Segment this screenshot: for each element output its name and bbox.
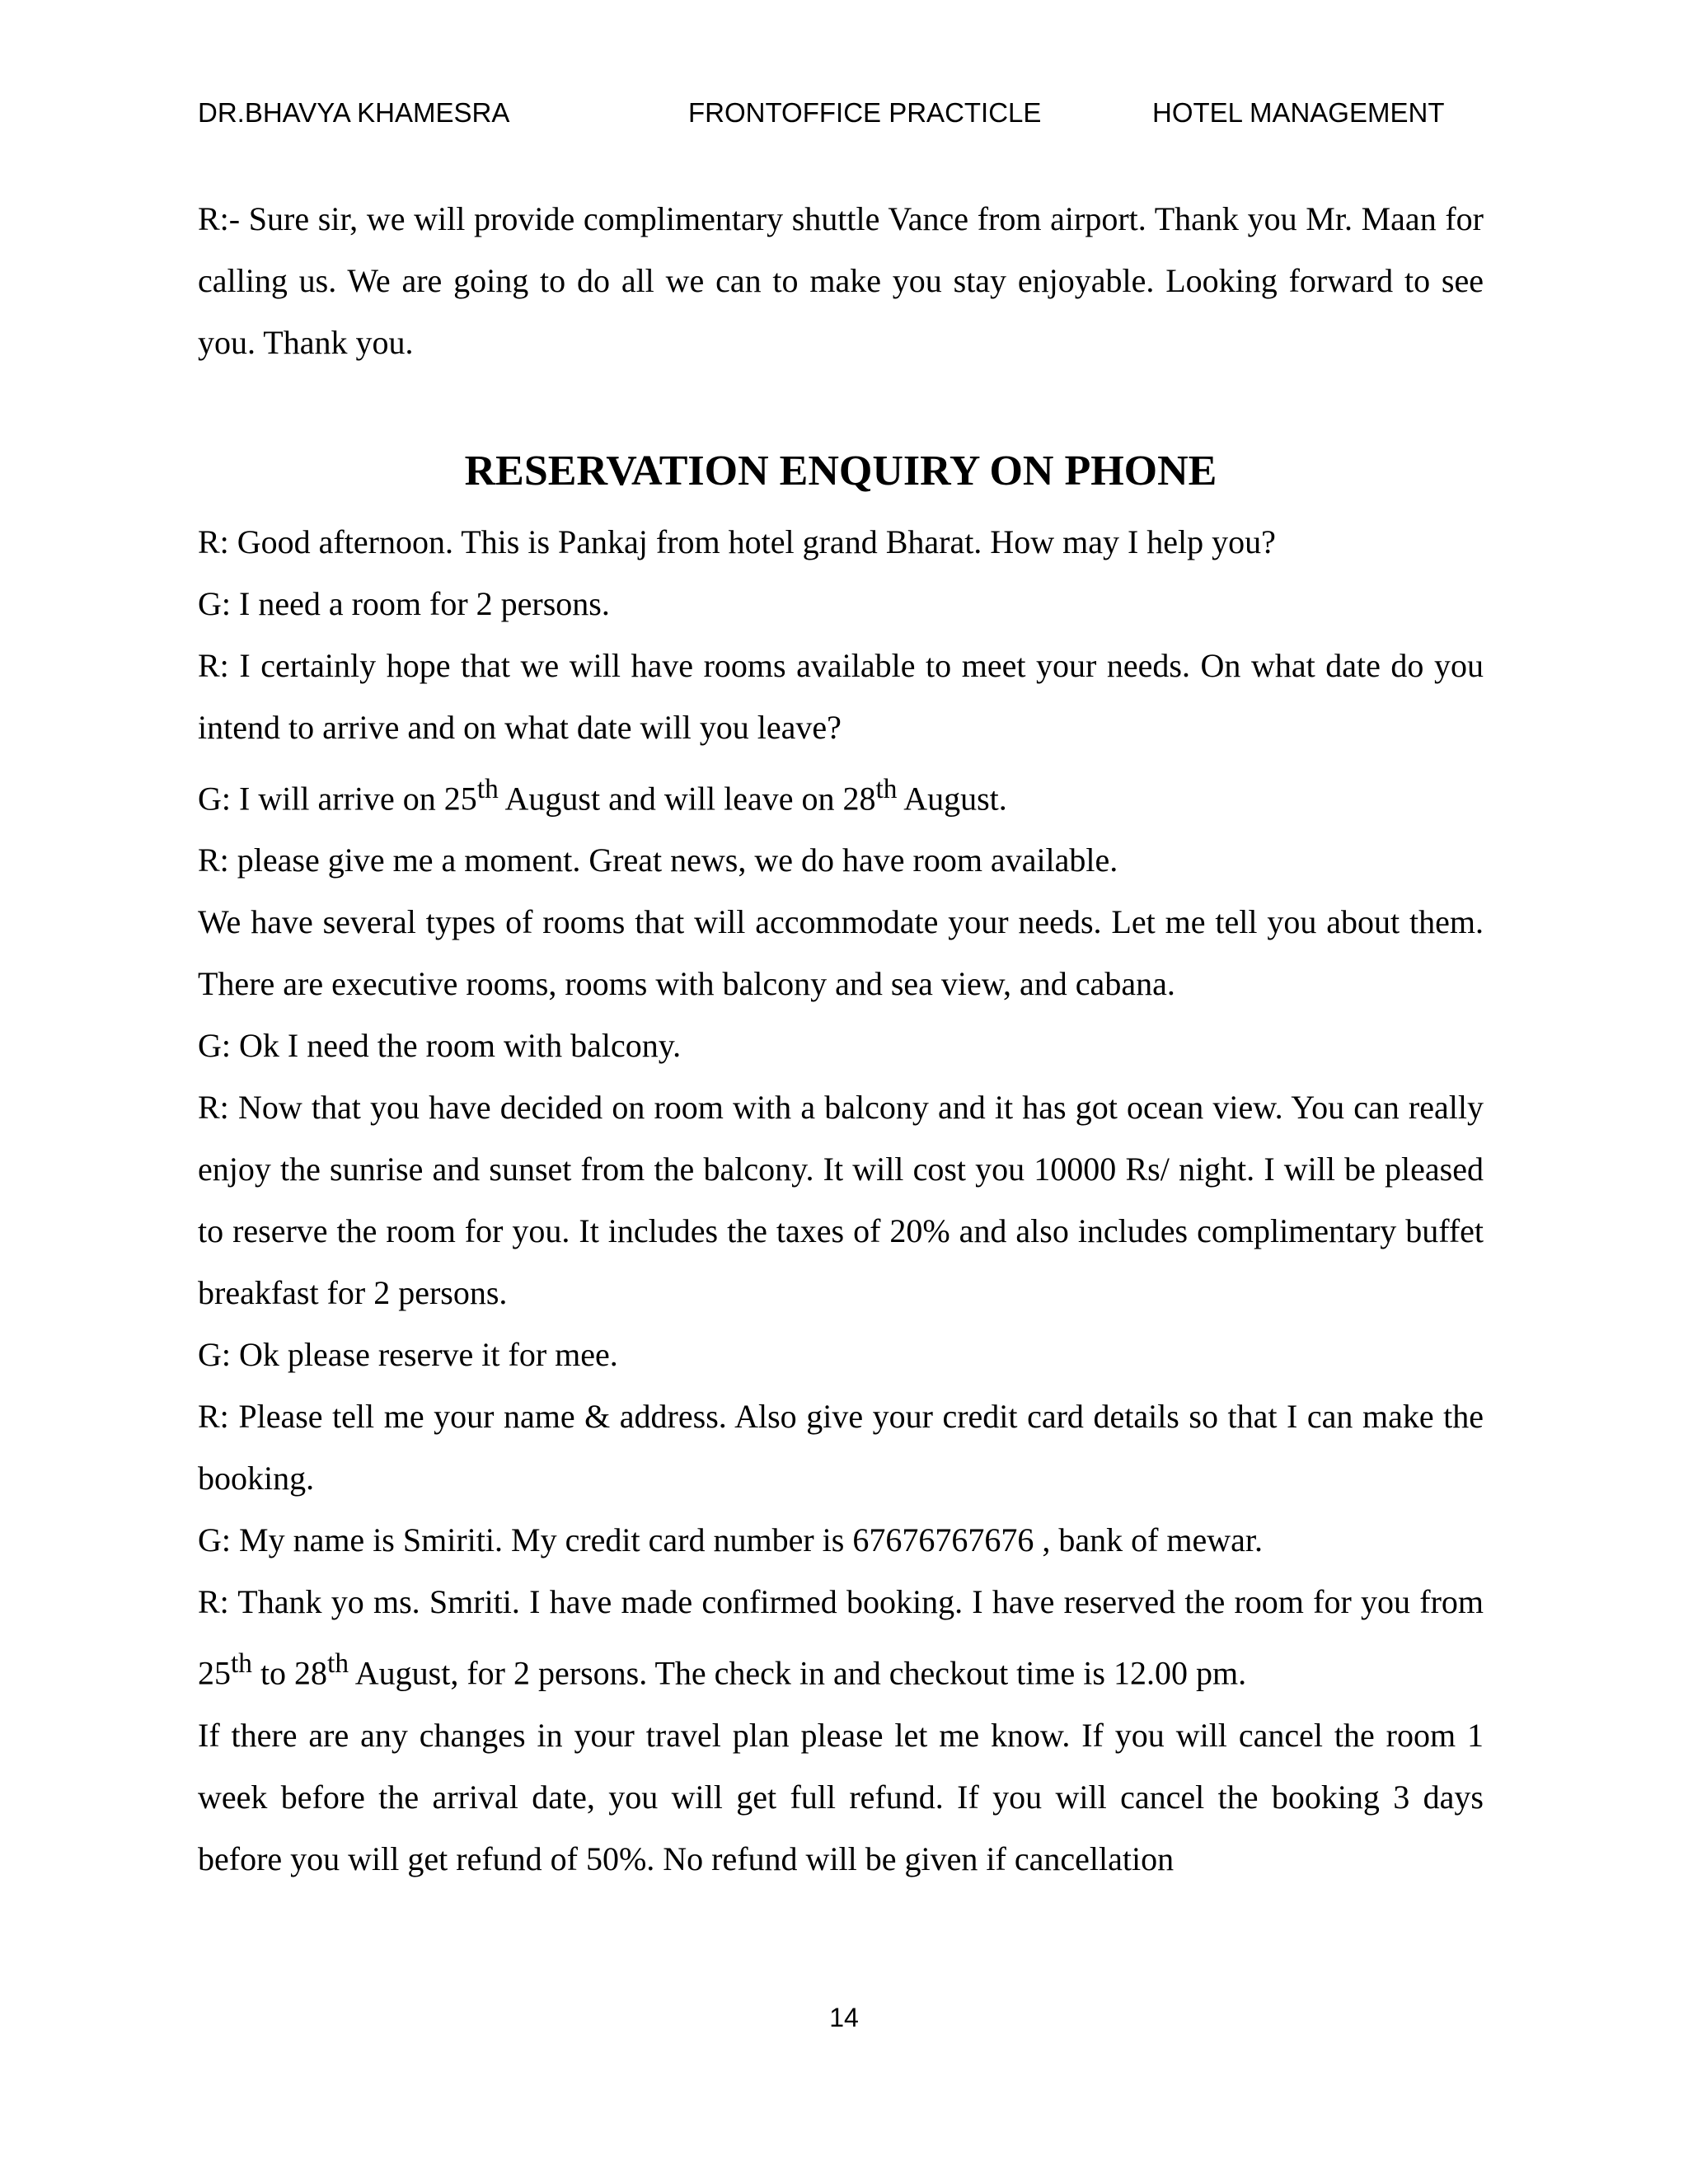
header-author: DR.BHAVYA KHAMESRA (198, 97, 510, 128)
page-header (0, 97, 1688, 138)
header-subject: FRONTOFFICE PRACTICLE (688, 97, 1042, 128)
dialogue-line-2: G: I need a room for 2 persons. (198, 585, 610, 622)
dialogue-text: August, for 2 persons. The check in and checkout time is 12.00 pm. (349, 1654, 1247, 1692)
dialogue-line-8: R: Now that you have decided on room with a balcony and it has got ocean view. You can really enjoy the sunrise and sunset from the balcony. It will cost you 10000 Rs/ night. I will be pleased to reserve the room for you. It includes the taxes of 20% and also includes complimentary buffet breakfast for 2 persons. (198, 1089, 1484, 1312)
dialogue-line-7: G: Ok I need the room with balcony. (198, 1027, 682, 1065)
dialogue-line-4 (198, 758, 1484, 829)
ordinal-suffix: th (476, 774, 499, 804)
dialogue-line-5: R: please give me a moment. Great news, we do have room available. (198, 841, 1118, 879)
dialogue-line-12 (198, 1571, 1484, 1704)
dialogue-text: R: Thank yo ms. Smriti. I have made confirmed booking. I have reserved the room for you from 25 (198, 1583, 1484, 1692)
dialogue-line-9: G: Ok please reserve it for mee. (198, 1336, 618, 1374)
header-course: HOTEL MANAGEMENT (1152, 97, 1445, 128)
dialogue-line-1: R: Good afternoon. This is Pankaj from hotel grand Bharat. How may I help you? (198, 523, 1276, 560)
dialogue-text: August and will leave on 28 (498, 780, 876, 818)
document-body (198, 188, 1484, 1890)
page-number: 14 (829, 2003, 859, 2032)
section-title: RESERVATION ENQUIRY ON PHONE (464, 448, 1217, 494)
dialogue-line-11: G: My name is Smiriti. My credit card number is 67676767676 , bank of mewar. (198, 1521, 1264, 1559)
dialogue-line-13: If there are any changes in your travel plan please let me know. If you will cancel the room 1 week before the arrival date, you will get full refund. If you will cancel the booking 3 days before you will get refund of 50%. No refund will be given if cancellation (198, 1716, 1484, 1877)
dialogue-line-3: R: I certainly hope that we will have rooms available to meet your needs. On what date do you intend to arrive and on what date will you leave? (198, 647, 1484, 746)
intro-paragraph: R:- Sure sir, we will provide complimentary shuttle Vance from airport. Thank you Mr. Maan for calling us. We are going to do all we can to make you stay enjoyable. Looking forward to see you. Thank you. (198, 200, 1484, 361)
dialogue-line-10: R: Please tell me your name & address. Also give your credit card details so that I can make the booking. (198, 1398, 1484, 1497)
dialogue-text: G: I will arrive on 25 (198, 780, 477, 818)
ordinal-suffix: th (875, 774, 898, 804)
dialogue-text: to 28 (251, 1654, 328, 1692)
ordinal-suffix: th (231, 1648, 252, 1680)
dialogue-text: August. (897, 780, 1007, 818)
dialogue-line-6: We have several types of rooms that will accommodate your needs. Let me tell you about them. There are executive rooms, rooms with balcony and sea view, and cabana. (198, 903, 1484, 1003)
ordinal-suffix: th (327, 1648, 349, 1680)
